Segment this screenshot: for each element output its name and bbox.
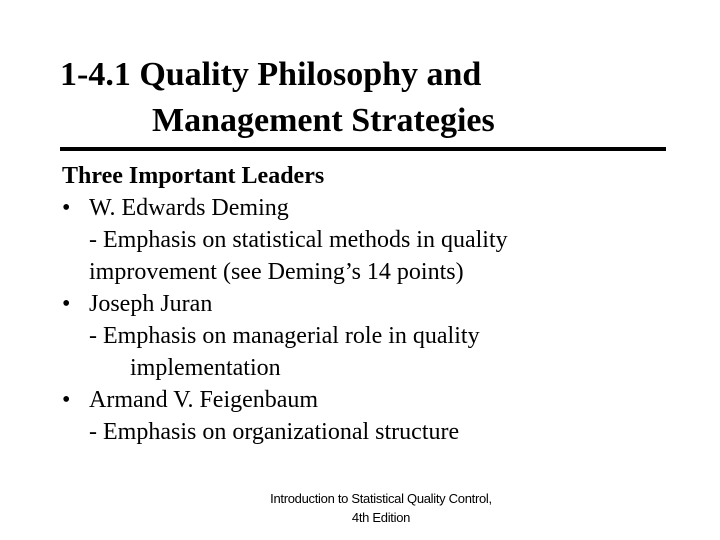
leader-name: Joseph Juran bbox=[89, 291, 213, 317]
title-underline-divider bbox=[60, 147, 666, 151]
slide-title bbox=[60, 52, 495, 144]
list-item-leader-1 bbox=[62, 192, 508, 224]
slide-body bbox=[62, 160, 508, 448]
slide-title-line-1: 1-4.1 Quality Philosophy and bbox=[60, 56, 482, 93]
leader-detail: - Emphasis on statistical methods in quality bbox=[89, 227, 508, 253]
leader-detail: implementation bbox=[130, 355, 281, 381]
list-item-leader-3 bbox=[62, 384, 508, 416]
leader-detail: - Emphasis on managerial role in quality bbox=[89, 323, 480, 349]
footer-book-title: Introduction to Statistical Quality Control, bbox=[270, 491, 492, 506]
footer-edition: 4th Edition bbox=[351, 510, 411, 525]
leader-detail: improvement (see Deming’s 14 points) bbox=[89, 259, 464, 285]
slide-footer bbox=[236, 489, 526, 527]
bullet-icon: • bbox=[62, 291, 71, 317]
leader-detail: - Emphasis on organizational structure bbox=[89, 419, 460, 445]
section-heading: Three Important Leaders bbox=[62, 163, 325, 189]
leader-name: W. Edwards Deming bbox=[89, 195, 289, 221]
leader-name: Armand V. Feigenbaum bbox=[89, 387, 319, 413]
list-item-leader-2 bbox=[62, 288, 508, 320]
slide-title-line-2: Management Strategies bbox=[152, 102, 495, 139]
bullet-icon: • bbox=[62, 387, 71, 413]
bullet-icon: • bbox=[62, 195, 71, 221]
